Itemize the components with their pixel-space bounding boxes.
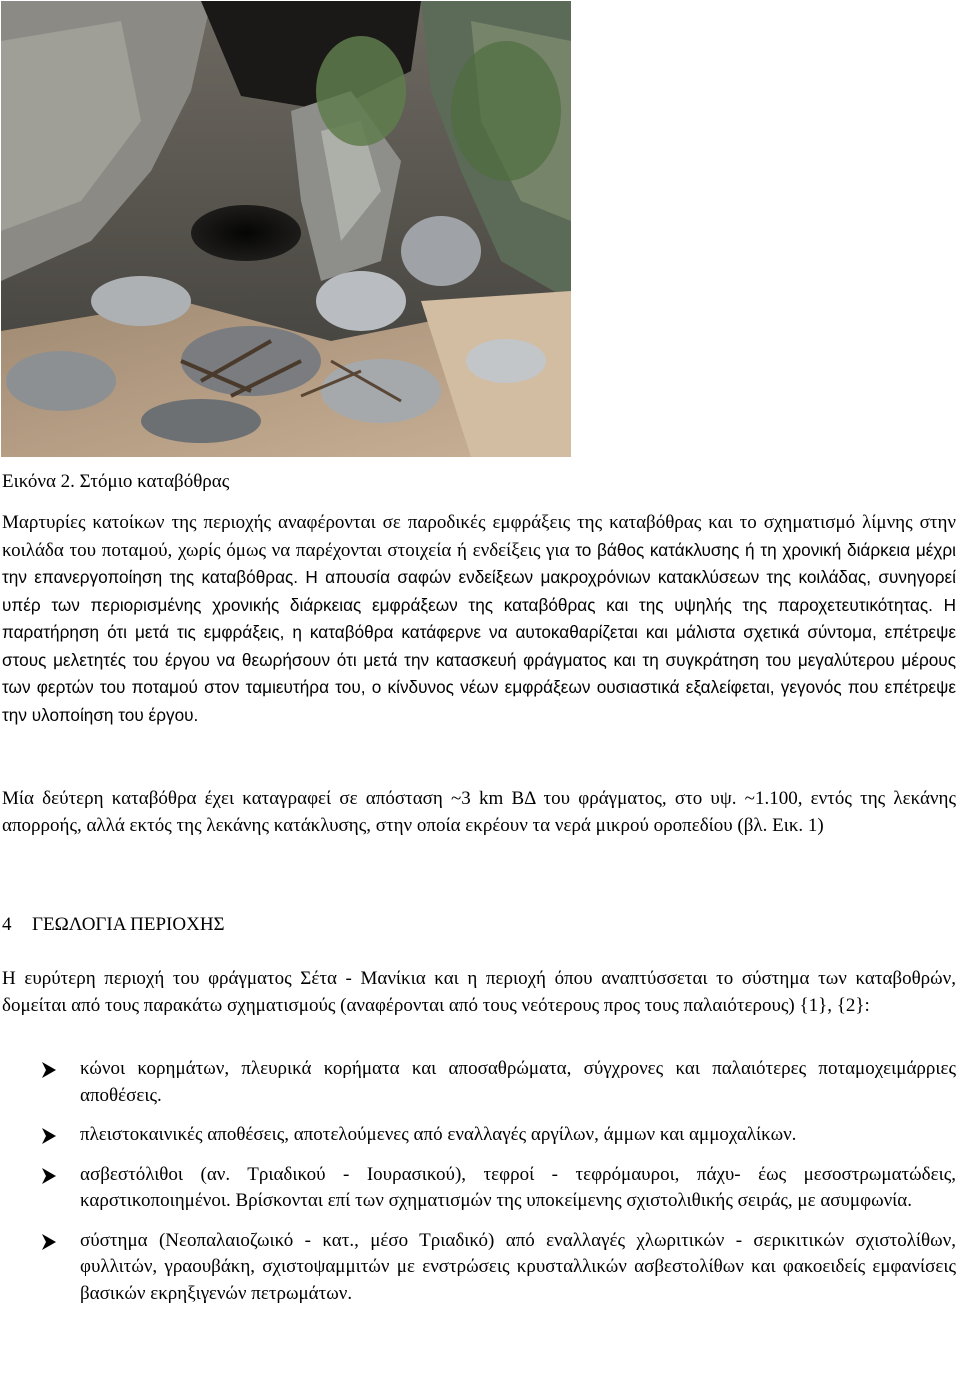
sinkhole-photo bbox=[1, 1, 571, 457]
paragraph-geology-intro: Η ευρύτερη περιοχή του φράγματος Σέτα - Μανίκια και η περιοχή όπου αναπτύσσεται το σύστημα των καταβοθρών, δομείται από τους παρακάτω σχηματισμούς (αναφέρονται από τους νεότερους προς τους παλαιότερους) {1}, {2}: bbox=[2, 968, 956, 1016]
list-item bbox=[0, 1056, 956, 1109]
figure-caption: Εικόνα 2. Στόμιο καταβόθρας bbox=[2, 471, 230, 492]
list-item bbox=[0, 1162, 956, 1215]
arrowhead-bullet-icon bbox=[40, 1061, 58, 1079]
list-item-text: κώνοι κορημάτων, πλευρικά κορήματα και αποσαθρώματα, σύγχρονες και παλαιότερες ποταμοχειμάρριες αποθέσεις. bbox=[80, 1058, 956, 1106]
list-item-text: σύστημα (Νεοπαλαιοζωικό - κατ., μέσο Τριαδικό) από εναλλαγές χλωριτικών - σερικιτικών σχιστολίθων, φυλλιτών, γραουβάκη, σχιστοψαμμιτών με ενστρώσεις κρυσταλλικών ασβεστολίθων και φακοειδείς εμφανίσεις βασικών εκρηξιγενών πετρωμάτων. bbox=[80, 1229, 956, 1304]
paragraph-testimonies-serif-part: Μαρτυρίες κατοίκων της περιοχής αναφέρονται σε παροδικές εμφράξεις της καταβόθρας και το σχηματισμό λίμνης στην κοιλάδα του ποταμού, χωρίς όμως να παρέχονται στοιχεία ή ενδείξεις για bbox=[2, 512, 956, 561]
list-item-text: πλειστοκαινικές αποθέσεις, αποτελούμενες από εναλλαγές αργίλων, άμμων και αμμοχαλίκων. bbox=[80, 1124, 797, 1145]
paragraph-testimonies-sans-part: το βάθος κατάκλυσης ή τη χρονική διάρκεια μέχρι την επανεργοποίηση της καταβόθρας. Η απουσία σαφών ενδείξεων μακροχρόνιων κατακλύσεων της κοιλάδας, συνηγορεί υπέρ των περιορισμένης χρονικής διάρκειας εμφράξεων της καταβόθρας και της υψηλής της παροχετευτικότητας. Η παρατήρηση ότι μετά τις εμφράξεις, η καταβόθρα κατάφερνε να αυτοκαθαρίζεται και μάλιστα σχετικά σύντομα, επέτρεψε στους μελετητές του έργου να θεωρήσουν ότι μετά την κατασκευή φράγματος και τη συγκράτηση του μεγαλύτερου μέρους των φερτών του ποταμού στον ταμιευτήρα του, ο κίνδυνος νέων εμφράξεων ουσιαστικά εξαλείφεται, γεγονός που επέτρεψε την υλοποίηση του έργου. bbox=[2, 539, 957, 725]
list-item bbox=[0, 1228, 956, 1308]
section-heading bbox=[2, 912, 225, 938]
list-item bbox=[0, 1122, 956, 1149]
arrowhead-bullet-icon bbox=[40, 1167, 58, 1185]
list-item-text: ασβεστόλιθοι (αν. Τριαδικού - Ιουρασικού), τεφροί - τεφρόμαυροι, πάχυ- έως μεσοστρωματώδεις, καρστικοποιημένοι. Βρίσκονται επί των σχηματισμών της υποκείμενης σχιστολιθικής σειράς, με ασυμφωνία. bbox=[80, 1163, 956, 1211]
formations-list bbox=[0, 1056, 960, 1320]
paragraph-testimonies bbox=[2, 510, 956, 729]
arrowhead-bullet-icon bbox=[40, 1233, 58, 1251]
arrowhead-bullet-icon bbox=[40, 1127, 58, 1145]
paragraph-second-sinkhole: Μία δεύτερη καταβόθρα έχει καταγραφεί σε απόσταση ~3 km ΒΔ του φράγματος, στο υψ. ~1.100, εντός της λεκάνης απορροής, αλλά εκτός της λεκάνης κατάκλυσης, στην οποία εκρέουν τα νερά μικρού οροπεδίου (βλ. Εικ. 1) bbox=[2, 788, 956, 836]
section-title: ΓΕΩΛΟΓΙΑ ΠΕΡΙΟΧΗΣ bbox=[32, 914, 225, 935]
sinkhole-photo-image bbox=[1, 1, 571, 457]
section-number: 4 bbox=[2, 914, 12, 935]
